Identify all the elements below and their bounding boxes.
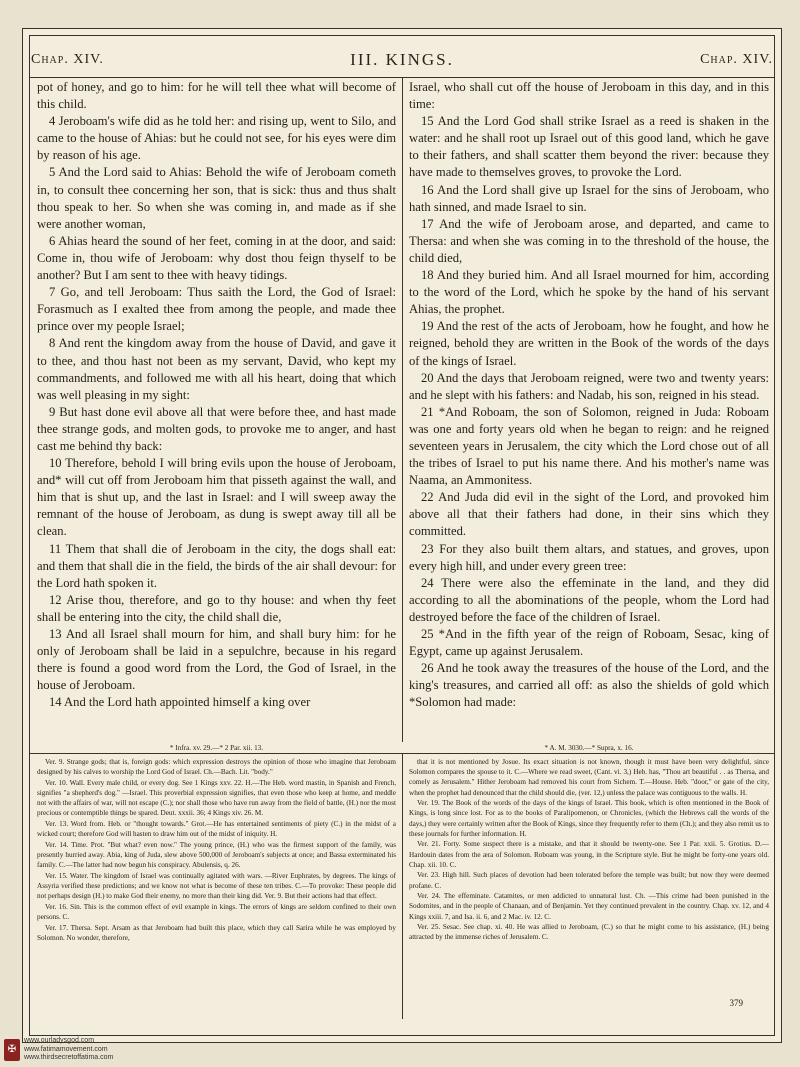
website-link-1[interactable]: www.ourladysgod.com xyxy=(24,1037,95,1045)
commentary-note: Ver. 9. Strange gods; that is, foreign gods: which expression destroys the opinion of those who imagine that Jeroboam designed by his calves to worship the Lord God of Israel. Ch.—Bach. Lit. "body." xyxy=(37,758,396,777)
verse-paragraph: 17 And the wife of Jeroboam arose, and departed, and came to Thersa: and when she was coming in to the threshold of the house, the child died, xyxy=(409,216,769,265)
verse-paragraph: 6 Ahias heard the sound of her feet, coming in at the door, and said: Come in, thou wife of Jeroboam: why dost thou feign thyself to be another? But I am sent to thee with heavy tidings. xyxy=(37,233,396,283)
verse-paragraph: 26 And he took away the treasures of the house of the Lord, and the king's treasures, and carried all off: as also the shields of gold which *Solomon had made: xyxy=(409,661,769,710)
verse-paragraph: 20 And the days that Jeroboam reigned, were two and twenty years: and he slept with his fathers: and Nadab, his son, reigned in his stead. xyxy=(409,370,769,402)
verse-paragraph: 5 And the Lord said to Ahias: Behold the wife of Jeroboam cometh in, to consult thee concerning her son, that is sick: thus and thus shalt thou speak to her. So when she was coming in, and made as if she were another woman, xyxy=(37,165,396,231)
verse-paragraph: 23 For they also built them altars, and statues, and groves, upon every high hill, and under every green tree: xyxy=(409,541,769,573)
verse-paragraph: 25 *And in the fifth year of the reign of Roboam, Sesac, king of Egypt, came up against Jerusalem. xyxy=(409,627,769,659)
page-number: 379 xyxy=(729,998,743,1008)
chapter-label-left: Chap. XIV. xyxy=(31,52,104,67)
cross-reference-left: * Infra. xv. 29.—* 2 Par. xii. 13. xyxy=(169,744,264,752)
website-link-2[interactable]: www.fatimamovement.com xyxy=(24,1045,108,1053)
scripture-right-column xyxy=(409,79,769,741)
commentary-note: Ver. 10. Wall. Every male child, or every dog. See 1 Kings xxv. 22. H.—The Heb. word mastin, in Spanish and French, signifies "a shepherd's dog." —Israel. This proverbial expression signifies, that even those who keep at home, and meddle not with the affairs of war, will not escape (C.); nor shall those who have run away from the field of battle, (H.) nor the most precious or contemptible things be spared. Deut. xxxii. 36; 4 Kings xiv. 26. M. xyxy=(37,778,396,818)
verse-paragraph: 13 And all Israel shall mourn for him, and shall bury him: for he only of Jeroboam shall be laid in a sepulchre, because in his regard there is found a good word from the Lord, the God of Israel, in the house of Jeroboam. xyxy=(37,627,396,693)
book-title: III. KINGS. xyxy=(350,50,454,69)
verse-paragraph: 12 Arise thou, therefore, and go to thy house: and when thy feet shall be entering into the city, the child shall die, xyxy=(37,592,396,624)
commentary-note: Ver. 21. Forty. Some suspect there is a mistake, and that it should be twenty-one. See 1 Par. xxii. 5. Grotius. D.—Hardouin dates from the æra of Solomon. Roboam was young, in the Scripture style. But he might be forty-one years old. Chap. xii. 10. C. xyxy=(409,840,769,869)
commentary-note: Ver. 13. Word from. Heb. or "thought towards." Grot.—He has entertained sentiments of piety (C.) in the midst of a wicked court; therefore God will hasten to draw him out of the midst of iniquity. H. xyxy=(37,820,396,839)
commentary-right-column xyxy=(409,757,769,1019)
verse-paragraph: 14 And the Lord hath appointed himself a king over xyxy=(49,695,311,710)
verse-paragraph: 19 And the rest of the acts of Jeroboam, how he fought, and how he reigned, behold they are written in the Book of the words of the days of the kings of Israel. xyxy=(409,319,769,368)
verse-paragraph: 22 And Juda did evil in the sight of the Lord, and provoked him above all that their fathers had done, in their sins which they committed. xyxy=(409,490,769,539)
commentary-left-column xyxy=(37,757,396,1019)
verse-paragraph: 8 And rent the kingdom away from the house of David, and gave it to thee, and thou hast not been as my servant, David, who kept my commandments, and followed me with all his heart, doing that which was well pleasing in my sight: xyxy=(37,336,396,402)
scripture-left-column xyxy=(37,79,396,741)
verse-paragraph: 11 Them that shall die of Jeroboam in the city, the dogs shall eat: and them that shall die in the field, the birds of the air shall devour: for the Lord hath spoken it. xyxy=(37,541,396,590)
verse-paragraph: pot of honey, and go to him: for he will tell thee what will become of this child. xyxy=(37,80,396,112)
website-links xyxy=(24,1037,113,1063)
verse-paragraph: 4 Jeroboam's wife did as he told her: and rising up, went to Silo, and came to the house of Ahias: but he could not see, for his eyes were dim by reason of his age. xyxy=(37,114,396,163)
verse-paragraph: 9 But hast done evil above all that were before thee, and hast made thee strange gods, and molten gods, to provoke me to anger, and hast cast me behind thy back: xyxy=(37,404,396,453)
verse-paragraph: 24 There were also the effeminate in the land, and they did according to all the abominations of the people, whom the Lord had destroyed before the face of the children of Israel. xyxy=(409,575,769,624)
column-divider xyxy=(402,77,403,742)
website-link-3[interactable]: www.thirdsecretoffatima.com xyxy=(24,1054,114,1062)
commentary-note: Ver. 14. Time. Prot. "But what? even now." The young prince, (H.) who was the firmest support of the family, was presently hurried away. Abia, king of Juda, slew above 500,000 of Jeroboam's subjects at once; and Bassa exterminated his family. C.—The latter had now begun his conspiracy. Abulensis, q. 26. xyxy=(37,840,396,870)
notes-column-divider xyxy=(402,753,403,1019)
verse-paragraph: 18 And they buried him. And all Israel mourned for him, according to the word of the Lord, which he spoke by the hand of his servant Ahias, the prophet. xyxy=(409,268,769,317)
commentary-note: Ver. 16. Sin. This is the common effect of evil example in kings. The errors of kings are seldom confined to their own persons. C. xyxy=(37,902,396,921)
commentary-note: Ver. 25. Sesac. See chap. xi. 40. He was allied to Jeroboam, (C.) so that he might come to his assistance, (H.) being attracted by the immense riches of Jerusalem. C. xyxy=(409,923,769,942)
commentary-note: Ver. 15. Water. The kingdom of Israel was continually agitated with wars. —River Euphrates, by degrees. The kings of Assyria verified these predictions; and we know not what is become of these ten tribes. C.—To provoke: These people did not perhaps design (H.) to make God their enemy, no more than their king did. Ver. 9. But their actions had that effect. xyxy=(37,871,396,901)
commentary-note: Ver. 17. Thersa. Sept. Arsam as that Jeroboam had built this place, which they call Sarira while he was employed by Solomon. No wonder, therefore, xyxy=(37,923,396,942)
commentary-note: Ver. 19. The Book of the words of the days of the kings of Israel. This book, which is often mentioned in the Book of Kings, is long since lost. For as to the books of Paralipomenon, or Chronicles, (which the Hebrews call the words of the days,) they were certainly written after the Book of Kings, since they frequently refer to them (Ch.); and they also remit us to these journals for further information. H. xyxy=(409,799,769,838)
verse-paragraph: Israel, who shall cut off the house of Jeroboam in this day, and in this time: xyxy=(409,80,769,112)
verse-paragraph: 16 And the Lord shall give up Israel for the sins of Jeroboam, who hath sinned, and made Israel to sin. xyxy=(409,182,769,214)
verse-paragraph: 7 Go, and tell Jeroboam: Thus saith the Lord, the God of Israel: Forasmuch as I exalted thee from among the people, and made thee prince over my people Israel; xyxy=(37,285,396,334)
running-header xyxy=(31,45,773,75)
commentary-note: Ver. 23. High hill. Such places of devotion had been tolerated before the temple was built; but now they were deemed profane. C. xyxy=(409,871,769,890)
verse-paragraph: 15 And the Lord God shall strike Israel as a reed is shaken in the water: and he shall root up Israel out of this good land, which he gave to their fathers, and shall scatter them beyond the river: because they have made to themselves groves, to provoke the Lord. xyxy=(409,114,769,180)
verse-paragraph: 10 Therefore, behold I will bring evils upon the house of Jeroboam, and* will cut off from Jeroboam him that pisseth against the wall, and him that is shut up, and the last in Israel: and I will sweep away the remnant of the house of Jeroboam, as dung is swept away till all be clean. xyxy=(37,456,396,539)
commentary-note: that it is not mentioned by Josue. Its exact situation is not known, though it must have been very delightful, since Solomon compares the spouse to it. C.—Where we read sweet, (Cant. vi. 3,) Heb. has, "Thou art beautiful . . as Thersa, and comely as Jerusalem." Hither Jeroboam had removed his court from Sichem. T.—House. Heb. "door," or gate of the city, when the prophet had denounced that the child should die, (ver. 12,) unless the palace was contiguous to the walls. H. xyxy=(409,758,769,797)
cross-reference-right: * A. M. 3030.—* Supra, x. 16. xyxy=(544,744,634,752)
chapter-label-right: Chap. XIV. xyxy=(700,52,773,67)
verse-paragraph: 21 *And Roboam, the son of Solomon, reigned in Juda: Roboam was one and forty years old when he began to reign: and he reigned seventeen years in Jerusalem, the city which the Lord chose out of all the tribes of Israel to put his name there. And his mother's name was Naama, an Ammonitess. xyxy=(409,404,769,488)
site-logo-icon: ✠ xyxy=(4,1039,20,1061)
commentary-note: Ver. 24. The effeminate. Catamites, or men addicted to unnatural lust. Ch. —This crime had been punished in the Sodomites, and in the people of Chanaan, and of Benjamin. Yet they continued prevalent in the country. Chap. xv. 12, and 4 Kings xxiii. 7, and Isa. ii. 6, and 2 Mac. iv. 12. C. xyxy=(409,892,769,921)
bible-page xyxy=(22,28,782,1043)
